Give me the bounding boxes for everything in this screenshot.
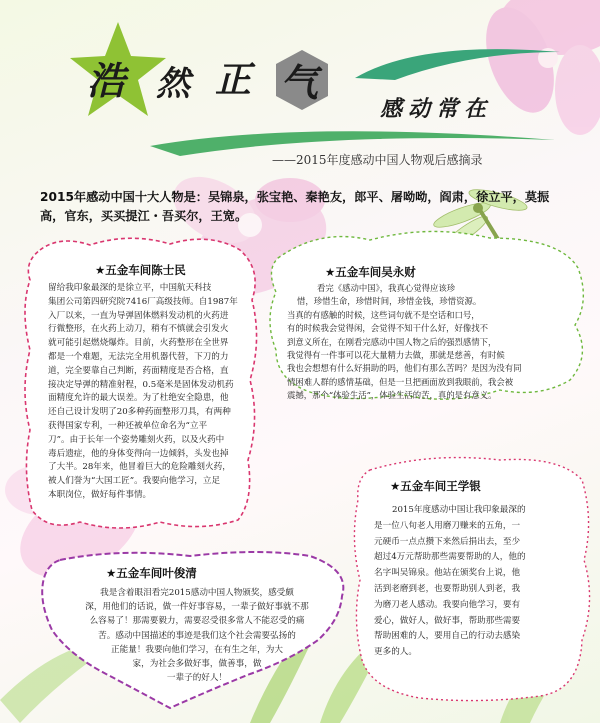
- box-chen-line: 刀”。由于长年一个姿势雕刻火药，以及火药中: [48, 434, 225, 445]
- box-wang-line: 爱心，做好人，做好事，帮助那些需要: [374, 615, 521, 626]
- box-wang-line: 为磨刀老人感动。我要向他学习，要有: [374, 599, 521, 610]
- box-wu-line: 看完《感动中国》，我真心觉得应该珍: [317, 283, 456, 293]
- title-char-2: 然: [156, 64, 190, 104]
- title-char-1: 浩: [87, 59, 126, 103]
- box-wu-line: 惜，珍惜生命，珍惜时间，珍惜金钱，珍惜资源。: [297, 296, 482, 307]
- box-chen-line: 就可能引起燃烧爆炸。目前，火药整形在全世界: [48, 338, 229, 349]
- box-chen-title: ★五金车间陈士民: [95, 263, 186, 277]
- summary-line: ——2015年度感动中国人物观后感摘录: [272, 153, 483, 167]
- box-wu-line: 我也会想想有什么好捐助的吗，他们有那么苦吗？是因为没有同: [287, 363, 522, 374]
- box-wang-line: 名字叫吴锦泉。他站在颁奖台上说，他: [374, 568, 521, 579]
- box-chen-line: 获得国家专利，一种还被单位命名为“立平: [48, 420, 208, 431]
- box-wu-line: 情困难人群的感情基础，但是一旦把画面放到我眼前，我会被: [287, 376, 514, 387]
- box-chen-line: 面精度允许的最大误差。为了杜绝安全隐患，他: [48, 393, 229, 404]
- box-wu-line: 震撼，那个“体验生活”，体验生活的苦，真的是有意义。: [287, 390, 497, 401]
- box-chen-line: 本职岗位，做好每件事情。: [48, 489, 152, 500]
- box-chen-line: 毒后遗症，他的身体变得向一边倾斜，头发也掉: [48, 448, 229, 459]
- box-ye-body: [62, 586, 332, 685]
- box-wu-title: ★五金车间吴永财: [325, 265, 416, 279]
- box-chen-line: 被人们誉为“大国工匠”。我要向他学习，立足: [48, 476, 221, 487]
- intro-paragraph: 2015年感动中国十大人物是：吴锦泉，张宝艳、秦艳友，郎平、屠呦呦，阎肃，徐立平，莫振高，官东，买买提江・吾买尔，王宽。: [40, 190, 550, 223]
- box-wang-line: 活到老磨到老，也要帮助别人到老，我: [374, 583, 521, 594]
- box-wang-line: 更多的人。: [374, 647, 417, 658]
- box-chen-line: 行微整形，在火药上动刀，稍有不慎就会引发火: [48, 324, 229, 335]
- box-ye-title: ★五金车间叶俊清: [106, 566, 197, 580]
- title-char-3: 正: [215, 60, 252, 101]
- box-chen-line: 集团公司第四研究院7416厂高级技师。自1987年: [48, 296, 238, 307]
- box-ye-line: 么容易了！那需要毅力，需要忍受很多常人不能忍受的痛: [89, 616, 305, 627]
- box-wang-line: 2015年度感动中国让我印象最深的: [392, 505, 526, 515]
- box-wang-line: 是一位八旬老人用磨刀赚来的五角，一: [374, 520, 521, 531]
- box-wang-line: 元硬币一点点攒下来然后捐出去，至少: [374, 536, 521, 547]
- box-wang-body: [374, 503, 574, 661]
- box-chen-line: 都是一个难题，无法完全用机器代替，下刀的力: [48, 351, 229, 362]
- box-wu-body: [287, 282, 573, 403]
- box-ye-line: 我是含着眼泪看完2015感动中国人物颁奖，感受颇: [100, 588, 294, 598]
- box-chen-line: 了大半。28年来，他冒着巨大的危险雕刻火药，: [48, 462, 231, 473]
- box-chen-line: 入厂以来，一直为导弹固体燃料发动机的火药进: [48, 310, 229, 321]
- box-ye-line: 深，用他们的话说，做一件好事容易，一辈子做好事就不那: [85, 602, 309, 613]
- box-chen-line: 道，完全要靠自己判断，药面精度是否合格，直: [48, 365, 229, 376]
- box-wang-line: 超过4万元帮助那些需要帮助的人，他的: [374, 552, 526, 563]
- box-wu-line: 我觉得有一件事可以花大量精力去做，那就是慈善，有时候: [287, 350, 505, 361]
- box-ye-line: 正能量！我要向他们学习，在有生之年，为大: [111, 644, 283, 655]
- title-char-4: 气: [280, 61, 319, 105]
- box-chen-body: [48, 282, 244, 503]
- box-ye-line: 一辈子的好人！: [166, 673, 228, 684]
- box-wang-title: ★五金车间王学银: [390, 479, 481, 493]
- subtitle: 感动常在: [380, 96, 493, 122]
- box-chen-line: 留给我印象最深的是徐立平，中国航天科技: [48, 283, 212, 293]
- box-ye-line: 家，为社会多做好事，做善事，做: [132, 659, 262, 670]
- box-wu-line: 当真的有感触的时候，这些词句就不是空话和口号，: [287, 309, 480, 320]
- box-chen-line: 接决定导弹的精准射程，0.5毫米是固体发动机药: [48, 379, 234, 390]
- box-wu-line: 有的时候我会觉得闲，会觉得不知干什么好，好像找不: [287, 323, 488, 334]
- box-ye-line: 苦。感动中国描述的事迹是我们这个社会需要弘扬的: [98, 630, 296, 641]
- box-wu-line: 到意义所在，在刚看完感动中国人物之后的强烈感情下，: [287, 336, 497, 347]
- box-wang-line: 帮助困难的人，要用自己的行动去感染: [374, 631, 521, 642]
- box-chen-line: 还自己设计发明了20多种药面整形刀具，有两种: [48, 407, 231, 418]
